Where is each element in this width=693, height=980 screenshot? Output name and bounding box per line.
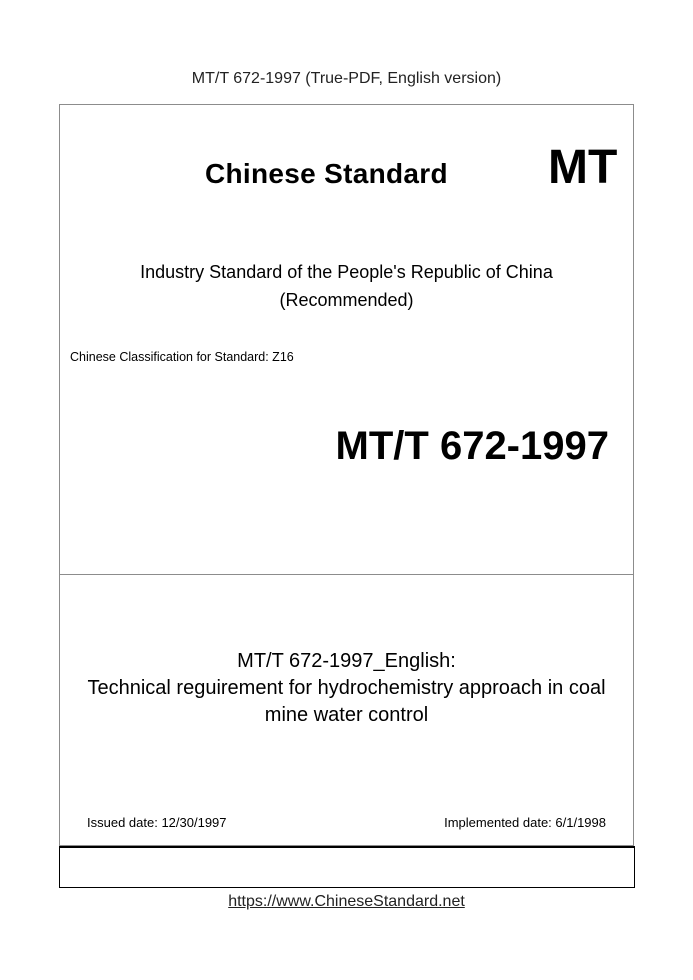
title-line-1: MT/T 672-1997_English:: [237, 650, 456, 672]
title-line-2: Technical reguirement for hydrochemistry approach in coal: [87, 677, 606, 699]
website-link[interactable]: https://www.ChineseStandard.net: [228, 893, 465, 910]
industry-line-1: Industry Standard of the People's Republic of China: [140, 262, 553, 282]
title-line-3: mine water control: [264, 704, 429, 726]
implemented-date: Implemented date: 6/1/1998: [444, 815, 606, 830]
cover-footer-box: [59, 846, 635, 888]
mt-code-mark: MT: [548, 141, 618, 194]
classification-text: Chinese Classification for Standard: Z16: [70, 350, 294, 364]
standard-number: MT/T 672-1997: [335, 424, 609, 468]
chinese-standard-heading: Chinese Standard: [205, 158, 448, 189]
document-title: [59, 648, 634, 729]
industry-line-2: (Recommended): [279, 290, 414, 310]
issued-date: Issued date: 12/30/1997: [87, 815, 227, 830]
industry-standard-block: [59, 258, 634, 314]
page-header: MT/T 672-1997 (True-PDF, English version): [191, 70, 502, 87]
